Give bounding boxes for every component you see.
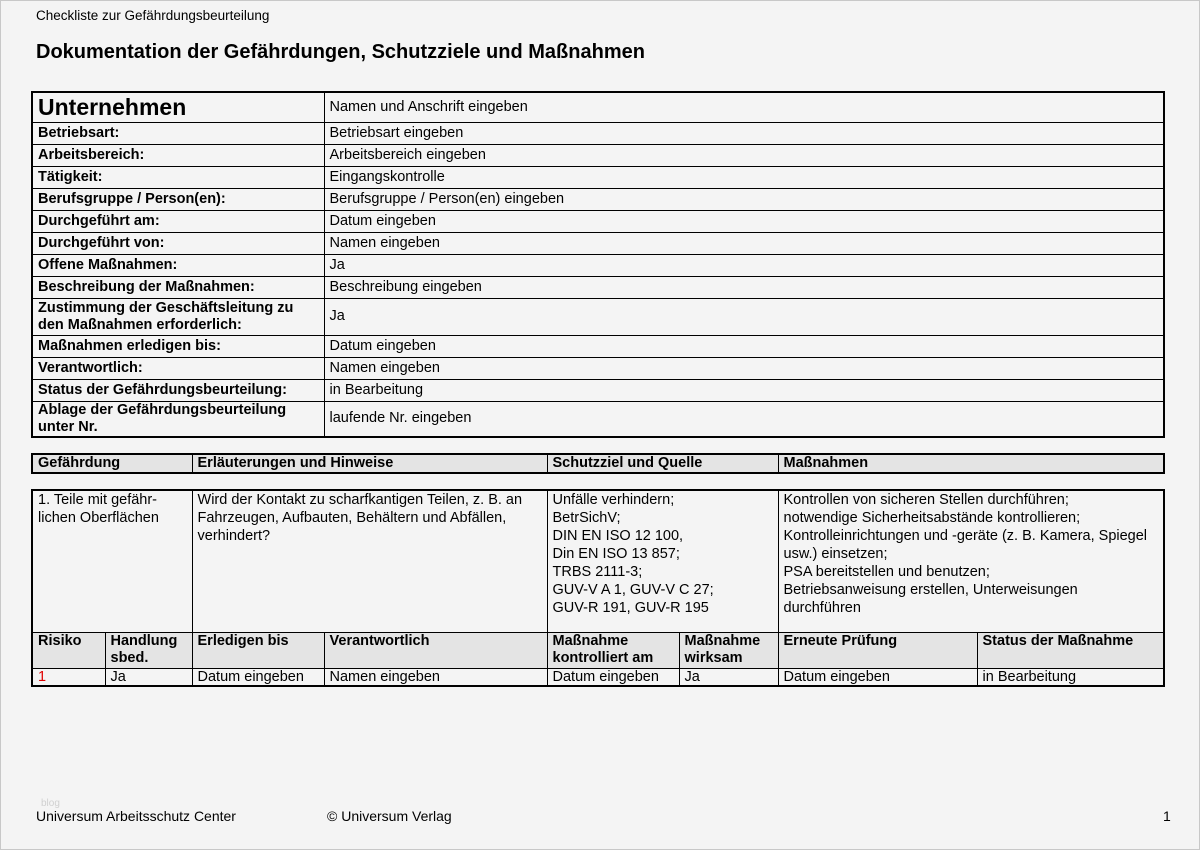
info-value[interactable]: Datum eingeben xyxy=(324,335,1164,357)
info-value[interactable]: Namen eingeben xyxy=(324,357,1164,379)
info-label: Betriebsart: xyxy=(32,122,324,144)
info-row xyxy=(32,166,1164,188)
sub-header: Handlung sbed. xyxy=(105,633,192,669)
hazard-goal: Unfälle verhindern; BetrSichV; DIN EN ISO 12 100, Din EN ISO 13 857; TRBS 2111-3; GUV-V A 1, GUV-V C 27; GUV-R 191, GUV-R 195 xyxy=(547,490,778,633)
info-row xyxy=(32,298,1164,335)
info-label: Status der Gefährdungsbeurteilung: xyxy=(32,379,324,401)
document-subtitle: Checkliste zur Gefährdungsbeurteilung xyxy=(36,8,270,23)
info-label: Durchgeführt am: xyxy=(32,210,324,232)
sub-value[interactable]: Datum eingeben xyxy=(547,669,679,687)
hazard-name: 1. Teile mit gefähr-lichen Oberflächen xyxy=(32,490,192,633)
info-row xyxy=(32,232,1164,254)
hazard-column-headers xyxy=(31,453,1165,474)
info-label: Unternehmen xyxy=(32,92,324,122)
info-row xyxy=(32,210,1164,232)
sub-value[interactable]: in Bearbeitung xyxy=(977,669,1164,687)
watermark: blog xyxy=(41,798,60,809)
sub-header: Risiko xyxy=(32,633,105,669)
info-label: Zustimmung der Geschäftsleitung zu den Maßnahmen erforderlich: xyxy=(32,298,324,335)
sub-header: Erledigen bis xyxy=(192,633,324,669)
info-row xyxy=(32,379,1164,401)
hazard-explanation: Wird der Kontakt zu scharfkantigen Teilen, z. B. an Fahrzeugen, Aufbauten, Behältern und Abfällen, verhindert? xyxy=(192,490,547,633)
hazard-detail-table xyxy=(31,489,1165,687)
info-label: Maßnahmen erledigen bis: xyxy=(32,335,324,357)
info-row xyxy=(32,401,1164,437)
info-row xyxy=(32,122,1164,144)
sub-header: Maßnahme wirksam xyxy=(679,633,778,669)
info-row xyxy=(32,254,1164,276)
info-label: Ablage der Gefährdungsbeurteilung unter Nr. xyxy=(32,401,324,437)
col-header: Erläuterungen und Hinweise xyxy=(192,454,547,473)
hazard-measures: Kontrollen von sicheren Stellen durchführen; notwendige Sicherheitsabstände kontrollieren; Kontrolleinrichtungen und -geräte (z. B. Kamera, Spiegel usw.) einsetzen; PSA bereitstellen und benutzen; Betriebsanweisung erstellen, Unterweisungen durchführen xyxy=(778,490,1164,633)
info-label: Berufsgruppe / Person(en): xyxy=(32,188,324,210)
sub-value[interactable]: Namen eingeben xyxy=(324,669,547,687)
info-value[interactable]: Berufsgruppe / Person(en) eingeben xyxy=(324,188,1164,210)
info-value[interactable]: Datum eingeben xyxy=(324,210,1164,232)
info-value[interactable]: Ja xyxy=(324,298,1164,335)
page-number: 1 xyxy=(1163,808,1171,824)
info-row xyxy=(32,276,1164,298)
info-label: Beschreibung der Maßnahmen: xyxy=(32,276,324,298)
info-value[interactable]: Arbeitsbereich eingeben xyxy=(324,144,1164,166)
info-value[interactable]: Betriebsart eingeben xyxy=(324,122,1164,144)
info-row xyxy=(32,357,1164,379)
info-value[interactable]: Namen und Anschrift eingeben xyxy=(324,92,1164,122)
col-header: Schutzziel und Quelle xyxy=(547,454,778,473)
info-label: Offene Maßnahmen: xyxy=(32,254,324,276)
document-title: Dokumentation der Gefährdungen, Schutzziele und Maßnahmen xyxy=(36,41,645,63)
col-header: Gefährdung xyxy=(32,454,192,473)
col-header: Maßnahmen xyxy=(778,454,1164,473)
info-label: Tätigkeit: xyxy=(32,166,324,188)
sub-value[interactable]: Ja xyxy=(105,669,192,687)
info-row xyxy=(32,335,1164,357)
info-value[interactable]: Eingangskontrolle xyxy=(324,166,1164,188)
sub-header: Erneute Prüfung xyxy=(778,633,977,669)
info-label: Arbeitsbereich: xyxy=(32,144,324,166)
sub-header: Verantwortlich xyxy=(324,633,547,669)
sub-value[interactable]: 1 xyxy=(32,669,105,687)
info-row xyxy=(32,188,1164,210)
info-value[interactable]: Namen eingeben xyxy=(324,232,1164,254)
sub-header: Maßnahme kontrolliert am xyxy=(547,633,679,669)
sub-value[interactable]: Ja xyxy=(679,669,778,687)
company-info-table xyxy=(31,91,1165,438)
sub-header: Status der Maßnahme xyxy=(977,633,1164,669)
footer-center: © Universum Verlag xyxy=(327,808,452,824)
info-row xyxy=(32,92,1164,122)
info-value[interactable]: Ja xyxy=(324,254,1164,276)
sub-value[interactable]: Datum eingeben xyxy=(192,669,324,687)
info-value[interactable]: in Bearbeitung xyxy=(324,379,1164,401)
info-value[interactable]: Beschreibung eingeben xyxy=(324,276,1164,298)
info-label: Verantwortlich: xyxy=(32,357,324,379)
sub-value[interactable]: Datum eingeben xyxy=(778,669,977,687)
info-label: Durchgeführt von: xyxy=(32,232,324,254)
info-row xyxy=(32,144,1164,166)
info-value[interactable]: laufende Nr. eingeben xyxy=(324,401,1164,437)
footer-left: Universum Arbeitsschutz Center xyxy=(36,808,236,824)
